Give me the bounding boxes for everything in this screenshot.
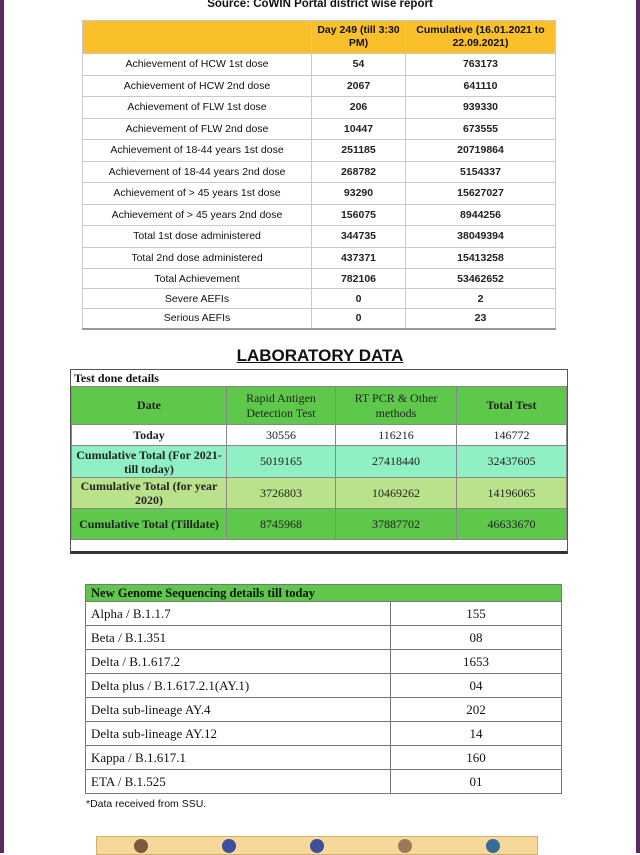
genome-header-row (86, 585, 562, 602)
vaccination-title-line2: Source: CoWIN Portal district wise report (207, 0, 433, 10)
vaccination-row-day-value: 2067 (312, 75, 406, 97)
genome-section (85, 584, 562, 810)
vaccination-row-cumulative-value: 5154337 (406, 161, 556, 183)
vaccination-row (83, 183, 556, 205)
vaccination-row (83, 140, 556, 162)
genome-row-count: 08 (391, 626, 562, 650)
vaccination-row (83, 269, 556, 289)
vaccination-row-day-value: 268782 (312, 161, 406, 183)
genome-row (86, 602, 562, 626)
laboratory-row-rtpcr: 27418440 (336, 446, 457, 478)
genome-title: New Genome Sequencing details till today (86, 585, 562, 602)
vaccination-table (82, 20, 556, 330)
genome-row-count: 04 (391, 674, 562, 698)
vaccination-row-cumulative-value: 2 (406, 289, 556, 309)
genome-row-variant: Delta plus / B.1.617.2.1(AY.1) (86, 674, 391, 698)
vaccination-row-day-value: 0 (312, 309, 406, 329)
vaccination-row-label: Achievement of > 45 years 1st dose (83, 183, 312, 205)
genome-row (86, 698, 562, 722)
genome-row-variant: Delta / B.1.617.2 (86, 650, 391, 674)
vaccination-header-cumulative: Cumulative (16.01.2021 to 22.09.2021) (406, 21, 556, 54)
laboratory-row (72, 446, 567, 478)
genome-row-count: 202 (391, 698, 562, 722)
vaccination-row-label: Serious AEFIs (83, 309, 312, 329)
vaccination-row-cumulative-value: 20719864 (406, 140, 556, 162)
laboratory-title (0, 346, 640, 366)
laboratory-row-label: Today (72, 425, 227, 446)
vaccination-row (83, 204, 556, 226)
laboratory-row-total: 14196065 (457, 478, 567, 509)
vaccination-row-label: Total 2nd dose administered (83, 247, 312, 269)
vaccination-row-cumulative-value: 15413258 (406, 247, 556, 269)
vaccination-row-label: Achievement of 18-44 years 1st dose (83, 140, 312, 162)
genome-row-count: 160 (391, 746, 562, 770)
vaccination-row-day-value: 251185 (312, 140, 406, 162)
genome-row (86, 746, 562, 770)
vaccination-row-cumulative-value: 15627027 (406, 183, 556, 205)
laboratory-caption: Test done details (74, 371, 159, 385)
vaccination-row-label: Severe AEFIs (83, 289, 312, 309)
genome-row-variant: Beta / B.1.351 (86, 626, 391, 650)
vaccination-row (83, 161, 556, 183)
laboratory-header-rtpcr: RT PCR & Other methods (336, 387, 457, 425)
genome-row-count: 155 (391, 602, 562, 626)
vaccination-row-day-value: 10447 (312, 118, 406, 140)
laboratory-row-total: 46633670 (457, 509, 567, 540)
vaccination-row-day-value: 156075 (312, 204, 406, 226)
vaccination-row-label: Achievement of 18-44 years 2nd dose (83, 161, 312, 183)
laboratory-row-rtpcr: 116216 (336, 425, 457, 446)
laboratory-row-total: 146772 (457, 425, 567, 446)
vaccination-row-cumulative-value: 23 (406, 309, 556, 329)
laboratory-row (72, 425, 567, 446)
laboratory-row-rat: 3726803 (227, 478, 336, 509)
vaccination-row (83, 97, 556, 119)
genome-row-count: 01 (391, 770, 562, 794)
vaccination-row-day-value: 0 (312, 289, 406, 309)
person-icon (310, 839, 324, 853)
laboratory-header-row (72, 387, 567, 425)
genome-row-count: 1653 (391, 650, 562, 674)
laboratory-row-rtpcr: 10469262 (336, 478, 457, 509)
vaccination-row-label: Achievement of > 45 years 2nd dose (83, 204, 312, 226)
vaccination-row-label: Achievement of FLW 2nd dose (83, 118, 312, 140)
laboratory-row (72, 478, 567, 509)
hand-wash-icon (398, 839, 412, 853)
page-border-left (0, 0, 4, 853)
genome-table (85, 584, 562, 794)
person-icon (222, 839, 236, 853)
genome-note: *Data received from SSU. (86, 798, 207, 810)
mask-icon (486, 839, 500, 853)
vaccination-row (83, 289, 556, 309)
vaccination-table-body (83, 54, 556, 329)
vaccination-row-day-value: 206 (312, 97, 406, 119)
vaccination-row-cumulative-value: 38049394 (406, 226, 556, 248)
people-icon (134, 839, 148, 853)
laboratory-row-label: Cumulative Total (For 2021- till today) (72, 446, 227, 478)
genome-row (86, 722, 562, 746)
vaccination-row-label: Achievement of HCW 2nd dose (83, 75, 312, 97)
genome-table-body (86, 585, 562, 794)
vaccination-header-blank (83, 21, 312, 54)
vaccination-title (84, 0, 556, 11)
laboratory-row-rtpcr: 37887702 (336, 509, 457, 540)
genome-row-variant: Delta sub-lineage AY.4 (86, 698, 391, 722)
genome-row-count: 14 (391, 722, 562, 746)
page-border-right (636, 0, 640, 853)
vaccination-row-cumulative-value: 939330 (406, 97, 556, 119)
laboratory-table-container (70, 369, 568, 554)
vaccination-row (83, 309, 556, 329)
genome-row (86, 674, 562, 698)
vaccination-row-label: Achievement of HCW 1st dose (83, 54, 312, 76)
vaccination-row-cumulative-value: 763173 (406, 54, 556, 76)
laboratory-row-rat: 8745968 (227, 509, 336, 540)
laboratory-header-date: Date (72, 387, 227, 425)
genome-row (86, 650, 562, 674)
genome-row-variant: ETA / B.1.525 (86, 770, 391, 794)
laboratory-header-rat: Rapid Antigen Detection Test (227, 387, 336, 425)
laboratory-row-rat: 30556 (227, 425, 336, 446)
genome-row-variant: Delta sub-lineage AY.12 (86, 722, 391, 746)
laboratory-header-total: Total Test (457, 387, 567, 425)
vaccination-row-day-value: 93290 (312, 183, 406, 205)
vaccination-row (83, 75, 556, 97)
vaccination-row-day-value: 437371 (312, 247, 406, 269)
laboratory-table-body (72, 425, 567, 540)
laboratory-row-label: Cumulative Total (Tilldate) (72, 509, 227, 540)
vaccination-row-label: Achievement of FLW 1st dose (83, 97, 312, 119)
laboratory-row-total: 32437605 (457, 446, 567, 478)
laboratory-title-text: LABORATORY DATA (236, 346, 404, 365)
genome-row-variant: Kappa / B.1.617.1 (86, 746, 391, 770)
vaccination-row-cumulative-value: 53462652 (406, 269, 556, 289)
genome-row (86, 626, 562, 650)
vaccination-row-day-value: 54 (312, 54, 406, 76)
laboratory-table (71, 386, 567, 540)
laboratory-row-label: Cumulative Total (for year 2020) (72, 478, 227, 509)
vaccination-row (83, 118, 556, 140)
genome-row-variant: Alpha / B.1.1.7 (86, 602, 391, 626)
genome-row (86, 770, 562, 794)
vaccination-row (83, 54, 556, 76)
vaccination-row (83, 247, 556, 269)
vaccination-row-label: Total Achievement (83, 269, 312, 289)
vaccination-row-label: Total 1st dose administered (83, 226, 312, 248)
vaccination-row-day-value: 782106 (312, 269, 406, 289)
vaccination-row-cumulative-value: 673555 (406, 118, 556, 140)
vaccination-row-cumulative-value: 8944256 (406, 204, 556, 226)
laboratory-row (72, 509, 567, 540)
vaccination-row-day-value: 344735 (312, 226, 406, 248)
footer-banner (96, 836, 538, 855)
vaccination-header-row (83, 21, 556, 54)
vaccination-row-cumulative-value: 641110 (406, 75, 556, 97)
laboratory-row-rat: 5019165 (227, 446, 336, 478)
vaccination-row (83, 226, 556, 248)
vaccination-header-day: Day 249 (till 3:30 PM) (312, 21, 406, 54)
